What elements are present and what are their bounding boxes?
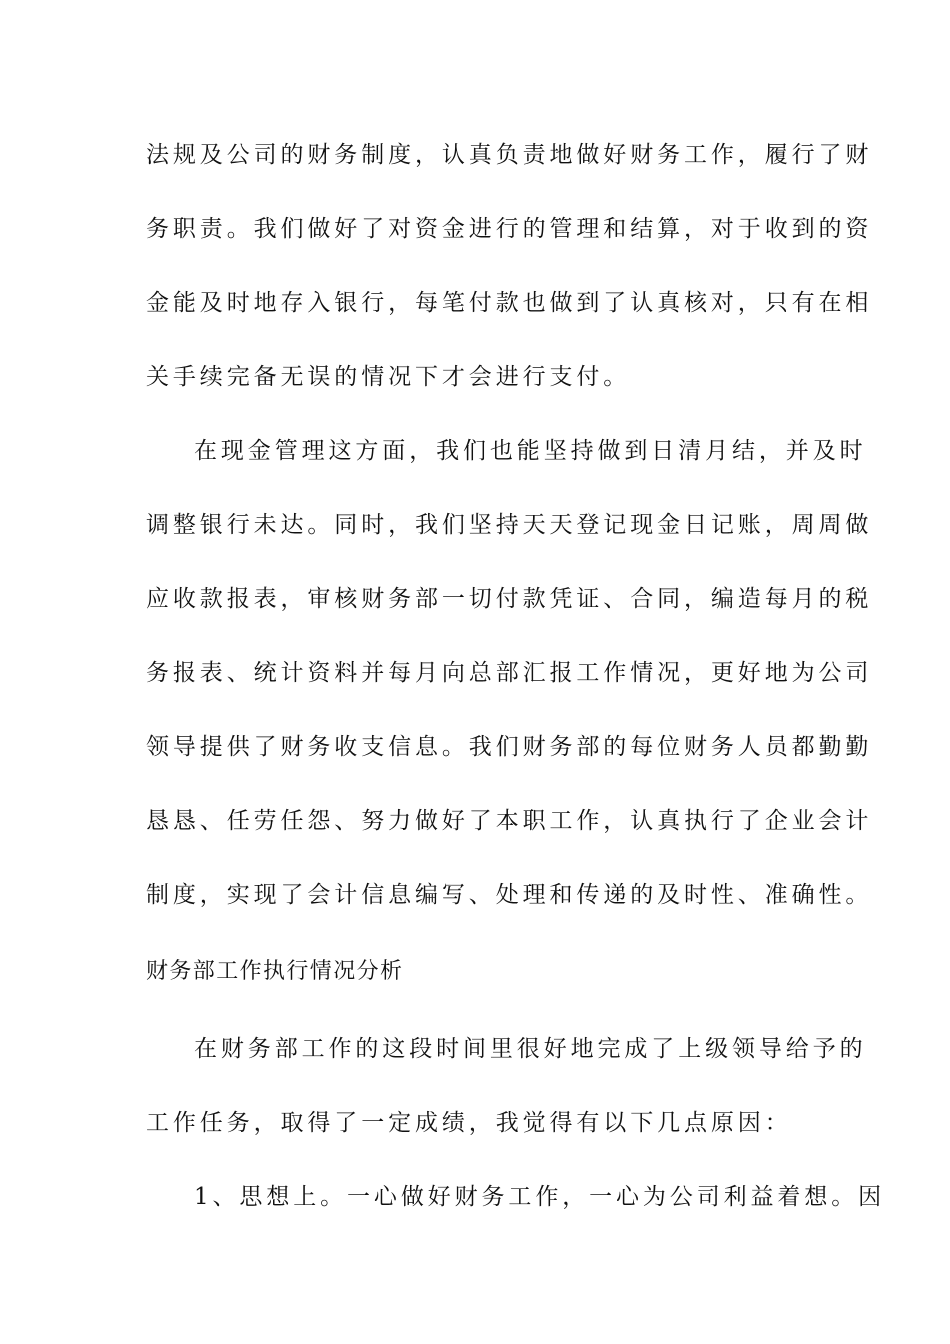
paragraph-start-line: 在财务部工作的这段时间里很好地完成了上级领导给予的 xyxy=(194,1036,867,1062)
body-text-line: 应收款报表，审核财务部一切付款凭证、合同，编造每月的税 xyxy=(146,586,873,612)
body-text-line: 领导提供了财务收支信息。我们财务部的每位财务人员都勤勤 xyxy=(146,734,873,760)
body-text-line: 制度，实现了会计信息编写、处理和传递的及时性、准确性。 xyxy=(146,882,873,908)
paragraph-start-line: 在现金管理这方面，我们也能坚持做到日清月结，并及时 xyxy=(194,438,867,464)
body-text-line: 调整银行未达。同时，我们坚持天天登记现金日记账，周周做 xyxy=(146,512,873,538)
body-text-line: 务职责。我们做好了对资金进行的管理和结算，对于收到的资 xyxy=(146,216,873,242)
body-text-line: 金能及时地存入银行，每笔付款也做到了认真核对，只有在相 xyxy=(146,290,873,316)
list-item-line: 1、思想上。一心做好财务工作，一心为公司利益着想。因 xyxy=(194,1184,886,1210)
body-text-line: 关手续完备无误的情况下才会进行支付。 xyxy=(146,364,631,390)
body-text-line: 务报表、统计资料并每月向总部汇报工作情况，更好地为公司 xyxy=(146,660,873,686)
body-text-line: 法规及公司的财务制度，认真负责地做好财务工作，履行了财 xyxy=(146,142,873,168)
section-heading: 财务部工作执行情况分析 xyxy=(146,959,404,984)
body-text-line: 恳恳、任劳任怨、努力做好了本职工作，认真执行了企业会计 xyxy=(146,808,873,834)
body-text-line: 工作任务，取得了一定成绩，我觉得有以下几点原因： xyxy=(146,1110,792,1136)
